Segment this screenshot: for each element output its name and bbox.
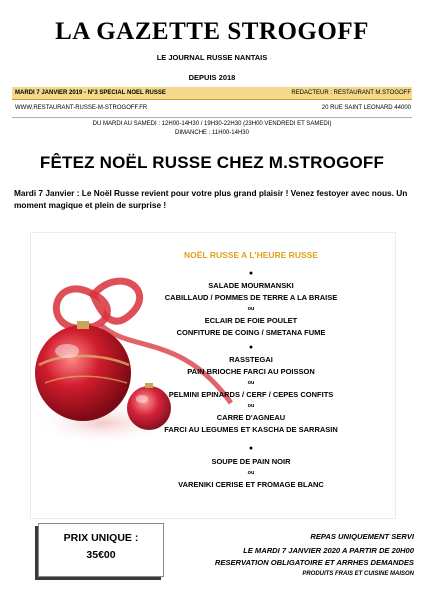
or-label: ou (247, 380, 255, 386)
menu-title: NOËL RUSSE A L'HEURE RUSSE (184, 250, 318, 260)
dish-main-3: PELMINI EPINARDS / CERF / CEPES CONFITS (168, 390, 334, 399)
band-divider (12, 99, 412, 100)
issue-line: MARDI 7 JANVIER 2019 - N°3 SPECIAL NOEL RUSSE (15, 90, 166, 96)
address-line: 20 RUE SAINT LEONARD 44000 (321, 105, 411, 111)
dish-main-1: RASSTEGAI (229, 355, 273, 364)
masthead-title: LA GAZETTE STROGOFF (55, 18, 369, 45)
intro-text: Mardi 7 Janvier : Le Noël Russe revient pour votre plus grand plaisir ! Venez festoyer avec nous. Un moment magique et plein de surprise ! (14, 188, 408, 210)
masthead-since: DEPUIS 2018 (188, 73, 236, 82)
menu-card (30, 232, 396, 519)
dish-main-5: FARCI AU LEGUMES ET KASCHA DE SARRASIN (164, 425, 338, 434)
hours-line-2: DIMANCHE : 11H00-14H30 (175, 130, 249, 136)
course-bullet: ● (248, 445, 254, 452)
note-line-1: REPAS UNIQUEMENT SERVI (310, 532, 414, 541)
dish-main-4: CARRE D'AGNEAU (216, 413, 286, 422)
price-value: 35€00 (86, 549, 116, 561)
or-label: ou (247, 470, 255, 476)
dish-dessert-2: VARENIKI CERISE ET FROMAGE BLANC (178, 480, 324, 489)
dish-starter-3: ECLAIR DE FOIE POULET (204, 316, 298, 325)
or-label: ou (247, 306, 255, 312)
dish-main-2: PAIN BRIOCHE FARCI AU POISSON (187, 367, 315, 376)
note-line-4: PRODUITS FRAIS ET CUISINE MAISON (302, 571, 414, 577)
course-bullet: ● (248, 270, 254, 277)
headline: FÊTEZ NOËL RUSSE CHEZ M.STROGOFF (39, 153, 385, 172)
website-link[interactable]: WWW.RESTAURANT-RUSSE-M-STROGOFF.FR (15, 105, 148, 111)
divider (12, 117, 412, 118)
dish-dessert-1: SOUPE DE PAIN NOIR (211, 457, 291, 466)
note-line-2: LE MARDI 7 JANVIER 2020 A PARTIR DE 20H00 (243, 546, 414, 555)
masthead-subtitle: LE JOURNAL RUSSE NANTAIS (156, 53, 268, 62)
hours-line-1: DU MARDI AU SAMEDI : 12H00-14H30 / 19H30-22H30 (23H00 VENDREDI ET SAMEDI) (92, 121, 332, 127)
editor-line: REDACTEUR : RESTAURANT M.STOGOFF (291, 90, 411, 96)
price-box (38, 523, 164, 577)
or-label: ou (247, 403, 255, 409)
dish-starter-4: CONFITURE DE COING / SMETANA FUME (176, 328, 326, 337)
course-bullet: ● (248, 344, 254, 351)
dish-starter-2: CABILLAUD / POMMES DE TERRE A LA BRAISE (164, 293, 338, 302)
note-line-3: RESERVATION OBLIGATOIRE ET ARRHES DEMANDES (214, 558, 414, 567)
dish-starter-1: SALADE MOURMANSKI (208, 281, 294, 290)
price-label: PRIX UNIQUE : (63, 532, 139, 544)
